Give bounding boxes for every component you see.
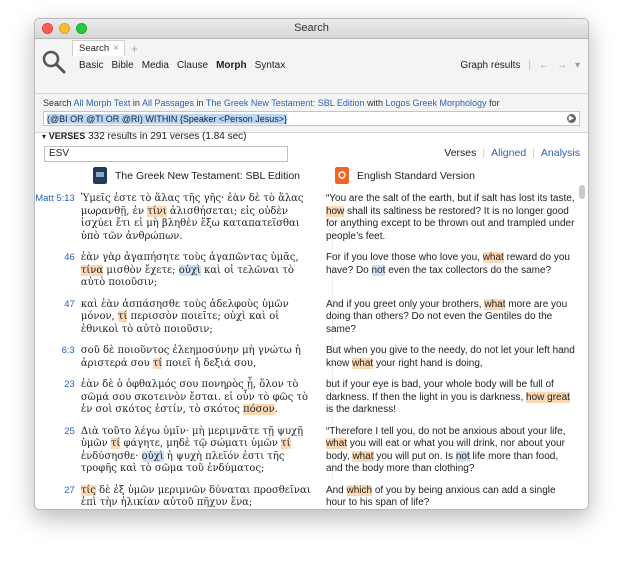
- search-hit[interactable]: τίνα: [80, 264, 104, 276]
- search-hit[interactable]: not: [455, 450, 470, 462]
- title-bar: [35, 19, 588, 39]
- divider: |: [532, 147, 535, 159]
- text-segment: Ὑμεῖς ἐστε τὸ ἅλας τῆς γῆς· ἐὰν δὲ τὸ ἅλας μωρανθῇ, ἐν: [80, 193, 304, 217]
- english-text: [326, 485, 575, 510]
- english-text: [326, 193, 575, 243]
- column-title-right: English Standard Version: [357, 169, 475, 182]
- text-segment: your right hand is doing,: [373, 357, 483, 369]
- search-hit[interactable]: not: [371, 264, 386, 276]
- text-segment: shall its saltiness be restored? It is no longer good for anything except to be thrown out and trampled under people’s feet.: [325, 205, 575, 242]
- search-hit[interactable]: τί: [281, 438, 291, 449]
- verse-reference-link[interactable]: 23: [64, 379, 75, 390]
- search-type-nav: [79, 60, 285, 71]
- greek-text: [81, 379, 326, 417]
- english-text: [326, 426, 575, 476]
- for-label: for: [489, 98, 500, 108]
- nav-basic[interactable]: Basic: [79, 60, 104, 71]
- verse-reference-link[interactable]: Matt 5:13: [35, 193, 75, 204]
- sbl-book-icon: [93, 167, 107, 184]
- column-title-left: The Greek New Testament: SBL Edition: [115, 169, 301, 182]
- text-segment: but if your eye is bad, your whole body will be full of darkness. If then the light in you is darkness,: [325, 379, 554, 403]
- text-segment: And if you greet only your brothers,: [325, 298, 485, 310]
- verses-label: VERSES: [48, 131, 86, 141]
- text-segment: Διὰ τοῦτο λέγω ὑμῖν· μὴ μεριμνᾶτε τῇ ψυχῇ ὑμῶν: [80, 425, 304, 449]
- add-tab-icon[interactable]: +: [130, 42, 138, 56]
- text-segment: καὶ οἱ τελῶναι τὸ αὐτὸ ποιοῦσιν;: [80, 264, 294, 288]
- english-text: [326, 379, 575, 417]
- text-segment: φάγητε, μηδὲ τῷ σώματι ὑμῶν: [120, 438, 282, 449]
- verse-row: [35, 193, 575, 243]
- verse-reference-link[interactable]: 46: [64, 252, 75, 263]
- text-segment: is the darkness!: [325, 404, 396, 415]
- verse-reference-link[interactable]: 47: [64, 298, 75, 310]
- text-segment: life more than food, and the body more than clothing?: [325, 450, 559, 474]
- verse-row: [35, 485, 575, 510]
- text-segment: ἐὰν δὲ ὁ ὀφθαλμός σου πονηρὸς ᾖ, ὅλον τὸ σῶμά σου σκοτεινὸν ἔσται. εἰ οὖν τὸ φῶς τὸ ἐν σοὶ σκότος ἐστίν, τὸ σκότος: [80, 379, 309, 415]
- search-window: [34, 18, 589, 510]
- view-switcher: [444, 147, 580, 159]
- graph-results-button[interactable]: Graph results: [460, 60, 521, 71]
- text-segment: “You are the salt of the earth, but if salt has lost its taste,: [325, 193, 575, 204]
- tab-strip: [72, 39, 138, 56]
- text-segment: of you by being anxious can add a single hour to his span of life?: [325, 484, 556, 508]
- nav-morph[interactable]: Morph: [216, 60, 247, 71]
- search-hit[interactable]: τίνι: [147, 205, 167, 217]
- filter-input[interactable]: ESV: [44, 146, 288, 162]
- query-bar: [35, 94, 588, 133]
- column-header-right: [335, 167, 475, 184]
- greek-text: [81, 193, 326, 243]
- greek-text: [81, 485, 326, 510]
- forward-arrow-icon[interactable]: →: [556, 60, 567, 71]
- scrollbar-thumb[interactable]: [579, 185, 585, 199]
- with-label: with: [366, 98, 383, 108]
- collapse-icon[interactable]: ▾: [42, 132, 47, 141]
- back-arrow-icon[interactable]: ←: [538, 60, 549, 71]
- view-analysis[interactable]: Analysis: [540, 147, 580, 159]
- text-segment: ἐὰν γὰρ ἀγαπήσητε τοὺς ἀγαπῶντας ὑμᾶς,: [80, 252, 299, 263]
- search-hit[interactable]: what: [482, 252, 504, 263]
- greek-text: [81, 426, 326, 476]
- text-segment: καὶ ἐὰν ἀσπάσησθε τοὺς ἀδελφοὺς ὑμῶν μόνον,: [80, 298, 289, 322]
- text-segment: even the tax collectors do the same?: [385, 264, 552, 276]
- verse-row: [35, 426, 575, 476]
- text-segment: you will put on. Is: [373, 450, 456, 462]
- text-segment: ἐνδύσησθε·: [80, 450, 142, 462]
- search-hit[interactable]: τί: [110, 438, 121, 449]
- divider: |: [482, 147, 486, 159]
- greek-text: [81, 345, 326, 370]
- search-hit[interactable]: what: [352, 450, 374, 462]
- english-text: [326, 299, 575, 337]
- column-header-left: [93, 167, 300, 184]
- tab-label: Search: [79, 43, 110, 54]
- toolbar: [35, 39, 588, 94]
- nav-syntax[interactable]: Syntax: [254, 60, 286, 71]
- in-label: in: [196, 98, 204, 108]
- search-hit[interactable]: πόσον: [243, 404, 275, 415]
- search-hit[interactable]: τί: [152, 357, 163, 369]
- text-segment: δὲ ἐξ ὑμῶν μεριμνῶν δύναται προσθεῖναι ἐπὶ τὴν ἡλικίαν αὐτοῦ πῆχυν ἕνα;: [80, 484, 311, 508]
- search-hit[interactable]: οὐχὶ: [178, 264, 201, 276]
- verse-reference-link[interactable]: 27: [64, 484, 75, 496]
- close-icon[interactable]: ×: [113, 43, 119, 54]
- scope-passages-link[interactable]: All Passages: [141, 98, 194, 108]
- search-hit[interactable]: how great: [526, 391, 570, 403]
- in-label: in: [132, 98, 140, 108]
- text-segment: ποιεῖ ἡ δεξιά σου,: [162, 357, 257, 369]
- results-count: 332 results in 291 verses (1.84 sec): [88, 131, 247, 142]
- verse-row: [35, 252, 575, 290]
- verse-reference-link[interactable]: 6:3: [61, 345, 75, 356]
- esv-book-icon: [335, 167, 349, 184]
- greek-text: [81, 252, 326, 290]
- search-hit[interactable]: what: [484, 298, 506, 310]
- search-icon: [41, 49, 67, 75]
- search-hit[interactable]: τίς: [80, 484, 96, 496]
- text-segment: And: [325, 484, 347, 496]
- nav-clause[interactable]: Clause: [176, 60, 209, 71]
- search-label: Search: [43, 98, 72, 108]
- text-segment: μισθὸν ἔχετε;: [103, 264, 179, 276]
- verse-row: [35, 379, 575, 417]
- query-scope-line: [43, 98, 500, 108]
- text-segment: ἁλισθήσεται; εἰς οὐδὲν ἰσχύει ἔτι εἰ μὴ βληθὲν ἔξω καταπατεῖσθαι ὑπὸ τῶν ἀνθρώπων.: [80, 205, 300, 242]
- results-summary: [42, 131, 247, 142]
- text-segment: σοῦ δὲ ποιοῦντος ἐλεημοσύνην μὴ γνώτω ἡ ἀριστερά σου: [80, 345, 301, 369]
- menu-chevron-icon[interactable]: ▾: [574, 60, 580, 71]
- text-segment: “Therefore I tell you, do not be anxious about your life,: [325, 425, 566, 437]
- query-input[interactable]: [43, 111, 580, 126]
- scope-morph-text-link[interactable]: All Morph Text: [73, 98, 131, 108]
- query-text: (@BI OR @TI OR @RI) WITHIN {Speaker <Person Jesus>}: [47, 114, 287, 124]
- text-segment: reward do you have? Do: [325, 252, 570, 276]
- divider: |: [528, 60, 531, 71]
- run-search-icon[interactable]: ▶: [568, 115, 575, 122]
- right-nav: [460, 60, 580, 71]
- english-text: [326, 252, 575, 290]
- text-segment: .: [274, 404, 278, 415]
- morphology-link[interactable]: Logos Greek Morphology: [385, 98, 487, 108]
- verse-row: [35, 299, 575, 337]
- verse-row: [35, 345, 575, 370]
- nav-bible[interactable]: Bible: [111, 60, 134, 71]
- search-hit[interactable]: τί: [117, 311, 128, 322]
- verse-reference-link[interactable]: 25: [64, 425, 75, 437]
- text-segment: For if you love those who love you,: [325, 252, 483, 263]
- text-segment: περισσὸν ποιεῖτε; οὐχὶ καὶ οἱ ἐθνικοὶ τὸ αὐτὸ ποιοῦσιν;: [80, 311, 280, 335]
- greek-text: [81, 299, 326, 337]
- nav-media[interactable]: Media: [141, 60, 169, 71]
- search-hit[interactable]: οὐχὶ: [141, 450, 164, 462]
- text-segment: you will eat or what you will drink, nor about your body,: [325, 438, 565, 462]
- search-hit[interactable]: which: [346, 484, 373, 496]
- view-verses[interactable]: Verses: [444, 147, 477, 159]
- search-hit[interactable]: what: [325, 438, 348, 449]
- resource-link[interactable]: The Greek New Testament: SBL Edition: [205, 98, 365, 108]
- view-aligned[interactable]: Aligned: [491, 147, 527, 159]
- tab-search[interactable]: [72, 40, 125, 56]
- window-title: Search: [294, 22, 329, 34]
- text-segment: more are you doing than others? Do not even the Gentiles do the same?: [325, 298, 568, 335]
- verse-rows: [35, 193, 575, 510]
- search-hit[interactable]: how: [325, 205, 345, 217]
- text-segment: But when you give to the needy, do not let your left hand know: [325, 345, 575, 369]
- english-text: [326, 345, 575, 370]
- search-hit[interactable]: what: [352, 357, 374, 369]
- text-segment: ἡ ψυχὴ πλεῖόν ἐστι τῆς τροφῆς καὶ τὸ σῶμα τοῦ ἐνδύματος;: [80, 450, 285, 474]
